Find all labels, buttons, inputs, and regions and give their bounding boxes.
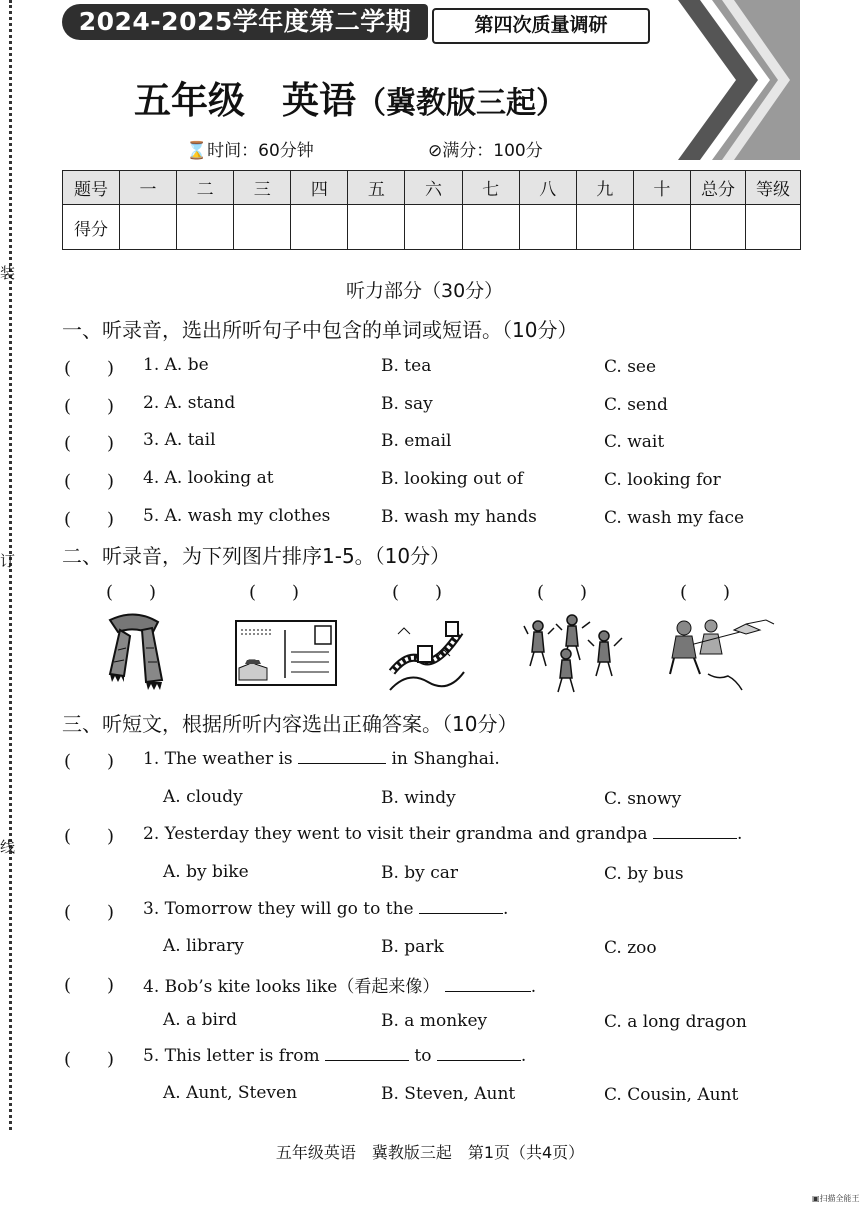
margin-char-xian: 线 — [0, 838, 16, 856]
answer-bracket[interactable]: ( ) — [64, 509, 115, 530]
answer-blank[interactable] — [445, 977, 531, 992]
exam-banner: 第四次质量调研 — [432, 8, 650, 44]
time-info — [186, 136, 314, 161]
grade-subject: 五年级 英语 — [134, 79, 356, 122]
option-b: B. say — [381, 394, 433, 414]
corner-decoration-icon — [678, 0, 800, 160]
exam-title — [134, 70, 566, 124]
option-a: A. library — [163, 936, 244, 956]
score-cell[interactable] — [291, 205, 348, 250]
margin-char-zhuang: 装 — [0, 264, 16, 282]
option-c: C. snowy — [604, 789, 682, 809]
col-6: 六 — [405, 171, 462, 205]
answer-bracket[interactable]: ( ) — [64, 751, 115, 772]
option-a: 5. A. wash my clothes — [143, 506, 331, 526]
answer-bracket[interactable]: ( ) — [64, 902, 115, 923]
score-cell[interactable] — [633, 205, 690, 250]
margin-char-ding: 订 — [0, 552, 16, 570]
question-pre: 2. Yesterday they went to visit their grandma and grandpa — [143, 824, 648, 844]
score-cell[interactable] — [462, 205, 519, 250]
question-text — [143, 1046, 526, 1066]
answer-blank[interactable] — [653, 824, 737, 839]
answer-blank[interactable] — [325, 1046, 409, 1061]
answer-bracket[interactable]: ( ) — [64, 471, 115, 492]
answer-bracket[interactable]: ( ) — [64, 358, 115, 379]
option-b: B. windy — [381, 788, 456, 808]
question-pre: 1. The weather is — [143, 749, 293, 769]
score-cell[interactable] — [746, 205, 801, 250]
part1-title: 一、听录音，选出所听句子中包含的单词或短语。（10分） — [62, 318, 578, 342]
option-c: C. wash my face — [604, 508, 745, 528]
score-row — [63, 205, 801, 250]
score-cell[interactable] — [234, 205, 291, 250]
listening-title: 听力部分（30分） — [346, 280, 504, 302]
postcard-icon — [235, 620, 337, 686]
check-circle-icon: ⊘ — [428, 141, 443, 161]
col-1: 一 — [120, 171, 177, 205]
question-post: . — [736, 824, 743, 844]
picture-answer-bracket[interactable]: ( ) — [106, 582, 157, 603]
question-text — [143, 749, 500, 769]
option-a: A. Aunt, Steven — [163, 1083, 298, 1103]
option-b: B. email — [381, 431, 452, 451]
option-b: B. park — [381, 937, 444, 957]
option-c: C. by bus — [604, 864, 684, 884]
option-c: C. zoo — [604, 938, 657, 958]
score-cell[interactable] — [177, 205, 234, 250]
full-score-info — [428, 136, 543, 161]
option-b: B. looking out of — [381, 469, 524, 489]
watermark-text: 扫描全能王 — [819, 1194, 860, 1203]
answer-blank[interactable] — [437, 1046, 521, 1061]
question-pre: 3. Tomorrow they will go to the — [143, 899, 414, 919]
col-total: 总分 — [691, 171, 746, 205]
col-9: 九 — [576, 171, 633, 205]
col-8: 八 — [519, 171, 576, 205]
question-text — [143, 972, 536, 997]
col-3: 三 — [234, 171, 291, 205]
option-a: 1. A. be — [143, 355, 209, 375]
option-c: C. see — [604, 357, 657, 377]
col-4: 四 — [291, 171, 348, 205]
page-footer: 五年级英语 冀教版三起 第1页（共4页） — [275, 1143, 585, 1162]
picture-answer-bracket[interactable]: ( ) — [392, 582, 443, 603]
picture-answer-bracket[interactable]: ( ) — [537, 582, 588, 603]
answer-bracket[interactable]: ( ) — [64, 396, 115, 417]
row2-label: 得分 — [63, 205, 120, 250]
option-c: C. wait — [604, 432, 665, 452]
option-b: B. wash my hands — [381, 507, 537, 527]
question-text — [143, 824, 742, 844]
scanner-watermark — [812, 1193, 860, 1204]
score-cell[interactable] — [405, 205, 462, 250]
time-label: 时间：60分钟 — [207, 141, 314, 161]
col-10: 十 — [633, 171, 690, 205]
picture-answer-bracket[interactable]: ( ) — [680, 582, 731, 603]
option-a: A. by bike — [163, 862, 249, 882]
question-post: . — [530, 977, 537, 997]
score-cell[interactable] — [576, 205, 633, 250]
question-pre: 5. This letter is from — [143, 1046, 320, 1066]
option-c: C. send — [604, 395, 668, 415]
option-c: C. a long dragon — [604, 1012, 747, 1032]
question-post: in Shanghai. — [391, 749, 500, 769]
score-cell[interactable] — [348, 205, 405, 250]
score-cell[interactable] — [691, 205, 746, 250]
question-pre: 4. Bob’s kite looks like（看起来像） — [143, 977, 440, 997]
question-post: . — [503, 899, 509, 919]
picture-answer-bracket[interactable]: ( ) — [249, 582, 300, 603]
kite-flying-icon — [664, 614, 776, 694]
option-b: B. a monkey — [381, 1011, 488, 1031]
question-post: . — [520, 1046, 527, 1066]
dancing-people-icon — [522, 612, 626, 696]
part3-title: 三、听短文，根据所听内容选出正确答案。（10分） — [62, 712, 518, 736]
great-wall-icon — [388, 612, 466, 692]
scarf-icon — [100, 612, 170, 694]
full-score-label: 满分：100分 — [442, 141, 543, 161]
col-grade: 等级 — [746, 171, 801, 205]
option-a: A. a bird — [163, 1010, 237, 1030]
row1-label: 题号 — [63, 171, 120, 205]
option-a: 2. A. stand — [143, 393, 236, 413]
option-c: C. Cousin, Aunt — [604, 1085, 739, 1105]
option-b: B. tea — [381, 356, 432, 376]
option-b: B. Steven, Aunt — [381, 1084, 516, 1104]
option-a: 3. A. tail — [143, 430, 216, 450]
answer-bracket[interactable]: ( ) — [64, 975, 115, 996]
question-text — [143, 899, 508, 919]
option-a: 4. A. looking at — [143, 468, 274, 488]
answer-blank[interactable] — [298, 749, 386, 764]
cam-scanner-icon: ▣ — [812, 1194, 820, 1203]
question-number-row — [63, 171, 801, 205]
score-table — [62, 170, 801, 250]
option-a: A. cloudy — [163, 787, 243, 807]
part2-title: 二、听录音，为下列图片排序1-5。（10分） — [62, 544, 451, 568]
col-5: 五 — [348, 171, 405, 205]
term-banner: 2024-2025学年度第二学期 — [62, 4, 428, 40]
col-2: 二 — [177, 171, 234, 205]
answer-blank[interactable] — [419, 899, 503, 914]
answer-bracket[interactable]: ( ) — [64, 826, 115, 847]
hourglass-icon: ⌛ — [186, 141, 208, 161]
option-c: C. looking for — [604, 470, 721, 490]
option-b: B. by car — [381, 863, 458, 883]
answer-bracket[interactable]: ( ) — [64, 1049, 115, 1070]
score-cell[interactable] — [519, 205, 576, 250]
question-mid: to — [414, 1046, 432, 1066]
answer-bracket[interactable]: ( ) — [64, 433, 115, 454]
edition: （冀教版三起） — [356, 86, 566, 121]
col-7: 七 — [462, 171, 519, 205]
score-cell[interactable] — [120, 205, 177, 250]
